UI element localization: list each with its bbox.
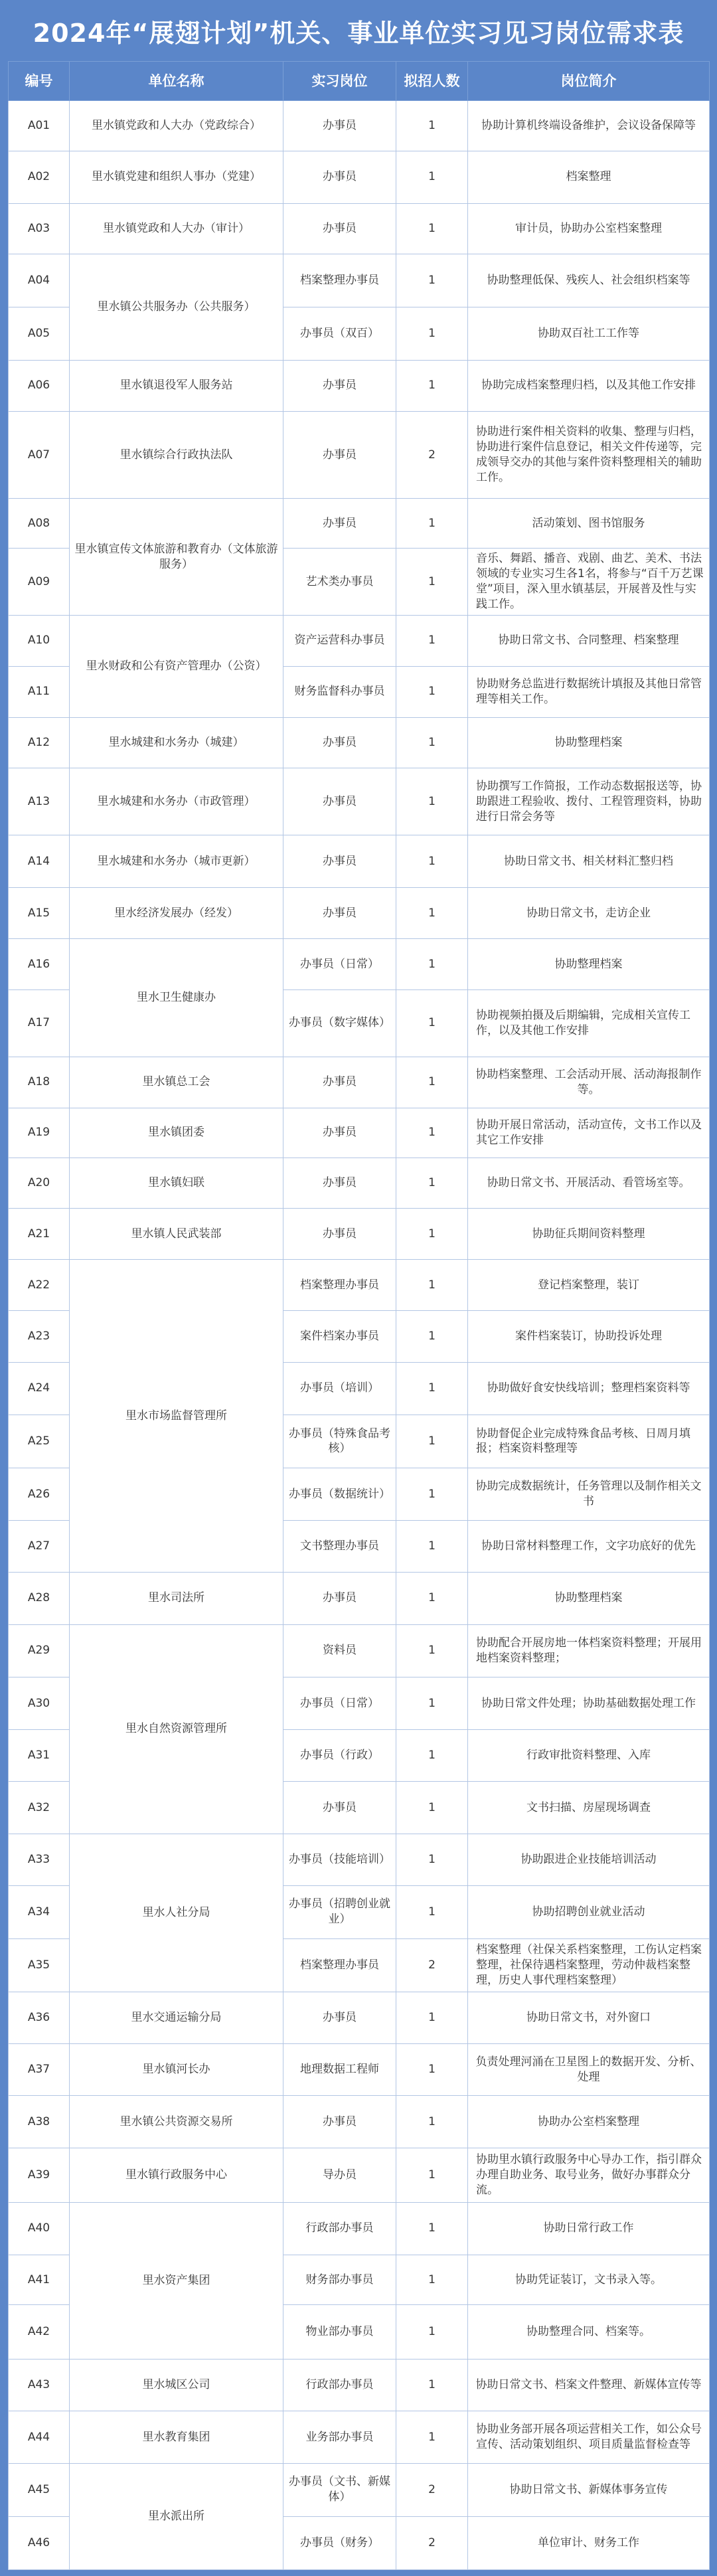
cell-post: 办事员	[283, 1573, 396, 1625]
cell-unit: 里水卫生健康办	[70, 939, 283, 1057]
table-row	[9, 361, 710, 412]
cell-intro: 档案整理（社保关系档案整理，工伤认定档案整理，社保待遇档案整理，劳动仲裁档案整理，历史人事代理档案整理）	[468, 1938, 710, 1992]
cell-post: 办事员	[283, 203, 396, 254]
cell-intro: 协助配合开展房地一体档案资料整理；开展用地档案资料整理；	[468, 1624, 710, 1677]
cell-intro: 协助撰写工作简报，工作动态数据报送等，协助跟进工程验收、拨付、工程管理资料，协助进行日常会务等	[468, 768, 710, 835]
cell-count: 1	[396, 1834, 468, 1886]
cell-post: 办事员（文书、新媒体）	[283, 2463, 396, 2516]
cell-count: 1	[396, 203, 468, 254]
cell-post: 办事员（数据统计）	[283, 1468, 396, 1521]
cell-unit: 里水城建和水务办（城市更新）	[70, 835, 283, 888]
cell-count: 1	[396, 1677, 468, 1730]
cell-id: A26	[9, 1468, 70, 1521]
cell-post: 导办员	[283, 2148, 396, 2202]
cell-unit: 里水教育集团	[70, 2411, 283, 2464]
cell-unit: 里水人社分局	[70, 1834, 283, 1992]
cell-id: A38	[9, 2096, 70, 2148]
table-row	[9, 2202, 710, 2255]
cell-unit: 里水镇人民武装部	[70, 1209, 283, 1260]
cell-intro: 协助日常行政工作	[468, 2202, 710, 2255]
cell-count: 2	[396, 1938, 468, 1992]
cell-count: 1	[396, 1992, 468, 2044]
cell-post: 办事员	[283, 888, 396, 939]
cell-intro: 协助计算机终端设备维护，会议设备保障等	[468, 101, 710, 151]
header-id: 编号	[9, 62, 70, 101]
cell-count: 2	[396, 2516, 468, 2569]
cell-intro: 案件档案装订，协助投诉处理	[468, 1310, 710, 1362]
cell-count: 2	[396, 2463, 468, 2516]
cell-count: 1	[396, 2411, 468, 2464]
table-row	[9, 939, 710, 990]
cell-id: A15	[9, 888, 70, 939]
cell-unit: 里水司法所	[70, 1573, 283, 1625]
cell-post: 办事员（行政）	[283, 1730, 396, 1782]
cell-count: 1	[396, 2096, 468, 2148]
cell-id: A30	[9, 1677, 70, 1730]
cell-unit: 里水镇行政服务中心	[70, 2148, 283, 2202]
cell-id: A01	[9, 101, 70, 151]
table-row	[9, 2044, 710, 2096]
cell-post: 资产运营科办事员	[283, 616, 396, 667]
cell-count: 1	[396, 888, 468, 939]
cell-intro: 音乐、舞蹈、播音、戏剧、曲艺、美术、书法领域的专业实习生各1名，将参与“百千万艺课堂”项目，深入里水镇基层，开展普及性与实践工作。	[468, 549, 710, 616]
cell-count: 1	[396, 307, 468, 361]
cell-intro: 协助整理档案	[468, 717, 710, 768]
cell-count: 1	[396, 1468, 468, 1521]
cell-intro: 协助做好食安快线培训；整理档案资料等	[468, 1362, 710, 1415]
table-row	[9, 1108, 710, 1158]
cell-id: A18	[9, 1057, 70, 1108]
cell-post: 文书整理办事员	[283, 1521, 396, 1573]
cell-post: 办事员	[283, 768, 396, 835]
table-row	[9, 717, 710, 768]
cell-id: A27	[9, 1521, 70, 1573]
page-title: 2024年“展翅计划”机关、事业单位实习见习岗位需求表	[33, 18, 684, 48]
cell-post: 办事员	[283, 101, 396, 151]
cell-intro: 协助整理低保、残疾人、社会组织档案等	[468, 254, 710, 307]
table-row	[9, 2463, 710, 2516]
table-row	[9, 1260, 710, 1311]
cell-count: 1	[396, 1730, 468, 1782]
cell-intro: 档案整理	[468, 151, 710, 203]
cell-post: 办事员	[283, 411, 396, 498]
cell-count: 1	[396, 2255, 468, 2305]
cell-unit: 里水镇河长办	[70, 2044, 283, 2096]
cell-id: A23	[9, 1310, 70, 1362]
cell-id: A13	[9, 768, 70, 835]
cell-intro: 协助日常文书、档案文件整理、新媒体宣传等	[468, 2360, 710, 2411]
table-row	[9, 768, 710, 835]
cell-unit: 里水镇总工会	[70, 1057, 283, 1108]
cell-post: 办事员（财务）	[283, 2516, 396, 2569]
cell-count: 1	[396, 2044, 468, 2096]
cell-intro: 协助凭证装订，文书录入等。	[468, 2255, 710, 2305]
cell-post: 业务部办事员	[283, 2411, 396, 2464]
cell-intro: 协助日常文书、相关材料汇整归档	[468, 835, 710, 888]
cell-count: 1	[396, 1521, 468, 1573]
cell-id: A33	[9, 1834, 70, 1886]
cell-id: A42	[9, 2305, 70, 2360]
cell-post: 案件档案办事员	[283, 1310, 396, 1362]
cell-unit: 里水镇党政和人大办（审计）	[70, 203, 283, 254]
cell-intro: 协助视频拍摄及后期编辑，完成相关宣传工作，以及其他工作安排	[468, 989, 710, 1057]
cell-post: 档案整理办事员	[283, 1938, 396, 1992]
cell-intro: 负责处理河涌在卫星图上的数据开发、分析、处理	[468, 2044, 710, 2096]
table-header-row	[9, 62, 710, 101]
cell-intro: 协助完成档案整理归档，以及其他工作安排	[468, 361, 710, 412]
cell-count: 1	[396, 1057, 468, 1108]
cell-count: 1	[396, 499, 468, 549]
table-row	[9, 101, 710, 151]
table-row	[9, 499, 710, 549]
job-table	[8, 61, 710, 2570]
cell-post: 艺术类办事员	[283, 549, 396, 616]
cell-unit: 里水自然资源管理所	[70, 1624, 283, 1834]
cell-count: 1	[396, 254, 468, 307]
cell-unit: 里水经济发展办（经发）	[70, 888, 283, 939]
cell-post: 档案整理办事员	[283, 1260, 396, 1311]
table-row	[9, 411, 710, 498]
cell-unit: 里水镇团委	[70, 1108, 283, 1158]
cell-post: 财务监督科办事员	[283, 666, 396, 717]
cell-post: 办事员（技能培训）	[283, 1834, 396, 1886]
cell-post: 办事员（数字媒体）	[283, 989, 396, 1057]
cell-intro: 协助档案整理、工会活动开展、活动海报制作等。	[468, 1057, 710, 1108]
cell-intro: 协助办公室档案整理	[468, 2096, 710, 2148]
cell-id: A16	[9, 939, 70, 990]
cell-count: 1	[396, 2305, 468, 2360]
cell-id: A04	[9, 254, 70, 307]
cell-id: A11	[9, 666, 70, 717]
table-row	[9, 1209, 710, 1260]
cell-intro: 协助跟进企业技能培训活动	[468, 1834, 710, 1886]
cell-post: 办事员	[283, 361, 396, 412]
cell-id: A12	[9, 717, 70, 768]
cell-intro: 协助日常文书，对外窗口	[468, 1992, 710, 2044]
cell-intro: 协助日常材料整理工作，文字功底好的优先	[468, 1521, 710, 1573]
cell-count: 1	[396, 1362, 468, 1415]
cell-post: 办事员（日常）	[283, 939, 396, 990]
cell-id: A21	[9, 1209, 70, 1260]
cell-count: 1	[396, 1108, 468, 1158]
cell-count: 1	[396, 1310, 468, 1362]
cell-id: A45	[9, 2463, 70, 2516]
cell-unit: 里水市场监督管理所	[70, 1260, 283, 1573]
table-row	[9, 2148, 710, 2202]
table-row	[9, 254, 710, 307]
cell-intro: 协助日常文书，走访企业	[468, 888, 710, 939]
cell-count: 1	[396, 939, 468, 990]
table-row	[9, 616, 710, 667]
cell-count: 1	[396, 1885, 468, 1938]
cell-post: 办事员（招聘创业就业）	[283, 1885, 396, 1938]
cell-id: A39	[9, 2148, 70, 2202]
cell-id: A44	[9, 2411, 70, 2464]
cell-id: A03	[9, 203, 70, 254]
table-row	[9, 203, 710, 254]
cell-id: A31	[9, 1730, 70, 1782]
cell-post: 办事员	[283, 1108, 396, 1158]
table-row	[9, 1057, 710, 1108]
cell-intro: 协助开展日常活动，活动宣传，文书工作以及其它工作安排	[468, 1108, 710, 1158]
cell-id: A10	[9, 616, 70, 667]
cell-unit: 里水财政和公有资产管理办（公资）	[70, 616, 283, 718]
cell-intro: 协助业务部开展各项运营相关工作，如公众号宣传、活动策划组织、项目质量监督检查等	[468, 2411, 710, 2464]
cell-post: 办事员	[283, 2096, 396, 2148]
cell-id: A29	[9, 1624, 70, 1677]
table-row	[9, 151, 710, 203]
cell-count: 1	[396, 549, 468, 616]
cell-id: A28	[9, 1573, 70, 1625]
cell-intro: 协助督促企业完成特殊食品考核、日周月填报；档案资料整理等	[468, 1415, 710, 1468]
table-row	[9, 1992, 710, 2044]
cell-post: 办事员	[283, 717, 396, 768]
cell-intro: 协助整理档案	[468, 939, 710, 990]
cell-post: 办事员	[283, 1992, 396, 2044]
cell-count: 1	[396, 1415, 468, 1468]
cell-count: 1	[396, 1624, 468, 1677]
cell-post: 地理数据工程师	[283, 2044, 396, 2096]
cell-unit: 里水镇公共服务办（公共服务）	[70, 254, 283, 361]
header-count: 拟招人数	[396, 62, 468, 101]
table-row	[9, 888, 710, 939]
table-row	[9, 1834, 710, 1886]
cell-id: A36	[9, 1992, 70, 2044]
cell-intro: 单位审计、财务工作	[468, 2516, 710, 2569]
cell-unit: 里水镇妇联	[70, 1158, 283, 1209]
cell-intro: 协助招聘创业就业活动	[468, 1885, 710, 1938]
cell-post: 办事员	[283, 1158, 396, 1209]
cell-post: 办事员（双百）	[283, 307, 396, 361]
cell-intro: 协助日常文书、合同整理、档案整理	[468, 616, 710, 667]
table-row	[9, 2411, 710, 2464]
cell-id: A06	[9, 361, 70, 412]
cell-post: 办事员	[283, 1209, 396, 1260]
cell-intro: 活动策划、图书馆服务	[468, 499, 710, 549]
cell-intro: 协助征兵期间资料整理	[468, 1209, 710, 1260]
cell-intro: 协助日常文书、开展活动、看管场室等。	[468, 1158, 710, 1209]
cell-count: 1	[396, 1782, 468, 1834]
cell-post: 办事员	[283, 1057, 396, 1108]
cell-count: 1	[396, 151, 468, 203]
cell-intro: 协助财务总监进行数据统计填报及其他日常管理等相关工作。	[468, 666, 710, 717]
cell-count: 1	[396, 2148, 468, 2202]
cell-id: A22	[9, 1260, 70, 1311]
cell-unit: 里水交通运输分局	[70, 1992, 283, 2044]
cell-unit: 里水镇党政和人大办（党政综合）	[70, 101, 283, 151]
cell-intro: 协助整理档案	[468, 1573, 710, 1625]
cell-post: 行政部办事员	[283, 2360, 396, 2411]
table-row	[9, 1158, 710, 1209]
cell-count: 1	[396, 1209, 468, 1260]
cell-unit: 里水派出所	[70, 2463, 283, 2569]
cell-post: 档案整理办事员	[283, 254, 396, 307]
cell-intro: 协助整理合同、档案等。	[468, 2305, 710, 2360]
cell-post: 办事员	[283, 151, 396, 203]
cell-unit: 里水城建和水务办（城建）	[70, 717, 283, 768]
table-row	[9, 2360, 710, 2411]
cell-id: A40	[9, 2202, 70, 2255]
cell-id: A43	[9, 2360, 70, 2411]
cell-count: 1	[396, 768, 468, 835]
cell-post: 办事员（特殊食品考核）	[283, 1415, 396, 1468]
cell-unit: 里水镇宣传文体旅游和教育办（文体旅游服务）	[70, 499, 283, 616]
cell-count: 1	[396, 989, 468, 1057]
header-unit: 单位名称	[70, 62, 283, 101]
table-row	[9, 835, 710, 888]
cell-intro: 协助完成数据统计，任务管理以及制作相关文书	[468, 1468, 710, 1521]
cell-unit: 里水镇公共资源交易所	[70, 2096, 283, 2148]
cell-intro: 协助日常文书、新媒体事务宣传	[468, 2463, 710, 2516]
cell-count: 1	[396, 666, 468, 717]
cell-post: 资料员	[283, 1624, 396, 1677]
cell-intro: 文书扫描、房屋现场调查	[468, 1782, 710, 1834]
cell-id: A20	[9, 1158, 70, 1209]
cell-id: A02	[9, 151, 70, 203]
cell-id: A24	[9, 1362, 70, 1415]
cell-post: 物业部办事员	[283, 2305, 396, 2360]
table-row	[9, 1573, 710, 1625]
cell-id: A35	[9, 1938, 70, 1992]
cell-id: A32	[9, 1782, 70, 1834]
cell-count: 1	[396, 1573, 468, 1625]
cell-count: 1	[396, 835, 468, 888]
cell-id: A41	[9, 2255, 70, 2305]
cell-intro: 协助日常文件处理；协助基础数据处理工作	[468, 1677, 710, 1730]
cell-id: A46	[9, 2516, 70, 2569]
cell-count: 1	[396, 1260, 468, 1311]
cell-post: 办事员	[283, 1782, 396, 1834]
cell-count: 1	[396, 717, 468, 768]
cell-id: A25	[9, 1415, 70, 1468]
cell-id: A34	[9, 1885, 70, 1938]
table-row	[9, 2096, 710, 2148]
cell-count: 1	[396, 616, 468, 667]
cell-id: A08	[9, 499, 70, 549]
cell-post: 办事员（培训）	[283, 1362, 396, 1415]
cell-intro: 登记档案整理，装订	[468, 1260, 710, 1311]
cell-count: 1	[396, 1158, 468, 1209]
cell-unit: 里水城区公司	[70, 2360, 283, 2411]
cell-post: 财务部办事员	[283, 2255, 396, 2305]
cell-intro: 协助进行案件相关资料的收集、整理与归档，协助进行案件信息登记，相关文件传递等，完成领导交办的其他与案件资料整理相关的辅助工作。	[468, 411, 710, 498]
cell-id: A17	[9, 989, 70, 1057]
cell-post: 办事员	[283, 499, 396, 549]
table-row	[9, 1624, 710, 1677]
cell-post: 办事员（日常）	[283, 1677, 396, 1730]
cell-post: 办事员	[283, 835, 396, 888]
cell-unit: 里水镇退役军人服务站	[70, 361, 283, 412]
cell-post: 行政部办事员	[283, 2202, 396, 2255]
cell-count: 1	[396, 361, 468, 412]
cell-id: A07	[9, 411, 70, 498]
table-body	[9, 101, 710, 2570]
header-intro: 岗位简介	[468, 62, 710, 101]
cell-count: 1	[396, 2202, 468, 2255]
cell-intro: 协助里水镇行政服务中心导办工作，指引群众办理自助业务、取号业务，做好办事群众分流。	[468, 2148, 710, 2202]
cell-intro: 行政审批资料整理、入库	[468, 1730, 710, 1782]
cell-id: A14	[9, 835, 70, 888]
cell-id: A09	[9, 549, 70, 616]
cell-id: A37	[9, 2044, 70, 2096]
cell-count: 1	[396, 2360, 468, 2411]
cell-intro: 审计员，协助办公室档案整理	[468, 203, 710, 254]
cell-unit: 里水镇党建和组织人事办（党建）	[70, 151, 283, 203]
cell-count: 1	[396, 101, 468, 151]
cell-unit: 里水镇综合行政执法队	[70, 411, 283, 498]
cell-intro: 协助双百社工工作等	[468, 307, 710, 361]
cell-id: A05	[9, 307, 70, 361]
header-post: 实习岗位	[283, 62, 396, 101]
cell-unit: 里水城建和水务办（市政管理）	[70, 768, 283, 835]
cell-id: A19	[9, 1108, 70, 1158]
cell-count: 2	[396, 411, 468, 498]
cell-unit: 里水资产集团	[70, 2202, 283, 2359]
